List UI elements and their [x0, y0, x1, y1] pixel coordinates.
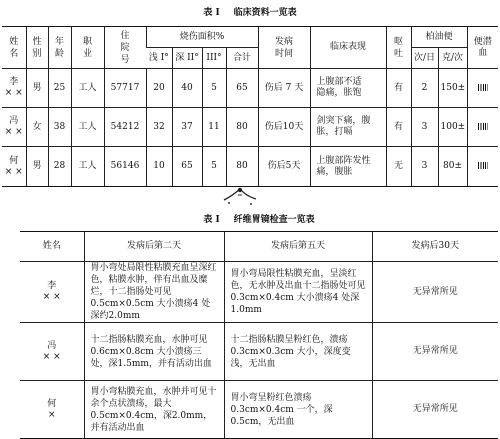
header-burn-deep: 深 II° [172, 48, 202, 69]
clinical-manifestation: 上腹部阵发性 痛，腹胀 [310, 147, 386, 187]
tarry-times: 2 [411, 69, 438, 108]
header-day-5: 发病后第五天 [224, 232, 372, 262]
hatch-mark-icon [478, 162, 488, 169]
patient-hospital-number: 57717 [104, 69, 146, 108]
patient-occupation: 工人 [71, 69, 104, 108]
finding-day-2: 胃小弯粘膜充血，水肿并可见十余个点状溃疡，最大0.5cm×0.4cm，深2.0mm，并有活动出血 [84, 381, 224, 439]
table-row [20, 323, 498, 381]
finding-day-5: 胃小弯局限性粘膜充血，呈淡红色，无水肿及出血十二指肠处可见0.3cm×0.4cm 大小溃疡4 处深1.0mm [224, 262, 372, 323]
table-row [20, 381, 498, 439]
vomiting: 无 [386, 147, 411, 187]
finding-day-2: 胃小弯处局限性粘膜充血呈深红色，粘膜水肿，伴有出血及糜烂，十二指肠处可见0.5cm×0.5cm 大小溃疡4 处深约2.0mm [84, 262, 224, 323]
onset-time: 伤后5天 [258, 147, 310, 187]
tarry-times: 3 [411, 108, 438, 147]
table1-caption-title: 临床资料一览表 [233, 8, 297, 18]
clinical-data-table [2, 26, 498, 187]
tarry-grams: 150± [438, 69, 467, 108]
patient-name: 李 × × [20, 262, 84, 323]
onset-time: 伤后 7 天 [258, 69, 310, 108]
header-hospital-number: 住 院 号 [104, 27, 146, 69]
burn-superficial: 20 [146, 69, 172, 108]
patient-occupation: 工人 [71, 147, 104, 187]
burn-third-degree: 11 [202, 108, 226, 147]
header-name: 姓 名 [2, 27, 26, 69]
table2-caption-title: 纤维胃镜检查一览表 [233, 215, 315, 225]
header-burn-third-degree: III° [202, 48, 226, 69]
patient-hospital-number: 56146 [104, 147, 146, 187]
finding-day-5: 胃小弯呈粉红色溃疡0.3cm×0.4cm 一个，深0.5cm，无出血 [224, 381, 372, 439]
header-tarry-stool: 柏油便 [411, 27, 467, 48]
clinical-manifestation: 剑突下痛，腹 胀，打嗝 [310, 108, 386, 147]
table-row [2, 147, 498, 187]
table-row [20, 262, 498, 323]
burn-total: 65 [226, 69, 258, 108]
patient-age: 28 [48, 147, 71, 187]
header-onset-time: 发病 时间 [258, 27, 310, 69]
burn-deep: 40 [172, 69, 202, 108]
patient-sex: 男 [26, 69, 48, 108]
occult-blood-cell [467, 147, 498, 187]
header-age: 年 龄 [48, 27, 71, 69]
vomiting: 有 [386, 69, 411, 108]
header-sex: 性 别 [26, 27, 48, 69]
table1-caption-number: 表 I [203, 8, 220, 18]
finding-day-2: 十二指肠粘膜充血，水肿可见0.6cm×0.8cm 大小溃疡三处，深1.5mm，并有活动出血 [84, 323, 224, 381]
header-day-2: 发病后第二天 [84, 232, 224, 262]
patient-hospital-number: 54212 [104, 108, 146, 147]
header-name: 姓名 [20, 232, 84, 262]
patient-sex: 女 [26, 108, 48, 147]
burn-superficial: 10 [146, 147, 172, 187]
hatch-mark-icon [478, 123, 488, 130]
finding-day-30: 无异常所见 [372, 262, 498, 323]
tarry-grams: 80± [438, 147, 467, 187]
burn-superficial: 32 [146, 108, 172, 147]
patient-name: 何 × [20, 381, 84, 439]
patient-name: 冯 × × [2, 108, 26, 147]
header-times-per-day: 次/日 [411, 48, 438, 69]
finding-day-5: 十二指肠粘膜呈粉红色，溃疡0.3cm×0.3cm 大小，深度变浅，无出血 [224, 323, 372, 381]
patient-name: 冯 × × [20, 323, 84, 381]
finding-day-30: 无异常所见 [372, 381, 498, 439]
patient-sex: 男 [26, 147, 48, 187]
burn-third-degree: 5 [202, 69, 226, 108]
burn-total: 80 [226, 147, 258, 187]
patient-name: 何 × × [2, 147, 26, 187]
header-day-30: 发病后30天 [372, 232, 498, 262]
header-burn-superficial: 浅 I° [146, 48, 172, 69]
burn-deep: 65 [172, 147, 202, 187]
clinical-manifestation: 上腹部不适 隐痛，胀饱 [310, 69, 386, 108]
burn-third-degree: 5 [202, 147, 226, 187]
patient-name: 李 × × [2, 69, 26, 108]
header-clinical-manifestation: 临床表现 [310, 27, 386, 69]
patient-occupation: 工人 [71, 108, 104, 147]
burn-deep: 37 [172, 108, 202, 147]
header-burn-area: 烧伤面积% [146, 27, 258, 48]
patient-age: 38 [48, 108, 71, 147]
header-grams-per-time: 克/次 [438, 48, 467, 69]
tarry-grams: 100± [438, 108, 467, 147]
header-burn-total: 合计 [226, 48, 258, 69]
vomiting: 有 [386, 108, 411, 147]
patient-age: 25 [48, 69, 71, 108]
header-vomiting: 呕 吐 [386, 27, 411, 69]
table2-caption-number: 表 I [203, 215, 220, 225]
hatch-mark-icon [478, 84, 488, 91]
occult-blood-cell [467, 108, 498, 147]
tarry-times: 3 [411, 147, 438, 187]
burn-total: 80 [226, 108, 258, 147]
ink-splatter-icon [220, 186, 260, 208]
onset-time: 伤后10天 [258, 108, 310, 147]
table1-caption [0, 7, 500, 19]
table2-caption [20, 214, 498, 226]
header-occupation: 职 业 [71, 27, 104, 69]
header-occult-blood: 便潜血 [467, 27, 498, 69]
table-row [2, 69, 498, 108]
endoscopy-table [20, 231, 498, 439]
finding-day-30: 无异常所见 [372, 323, 498, 381]
table-row [2, 108, 498, 147]
occult-blood-cell [467, 69, 498, 108]
